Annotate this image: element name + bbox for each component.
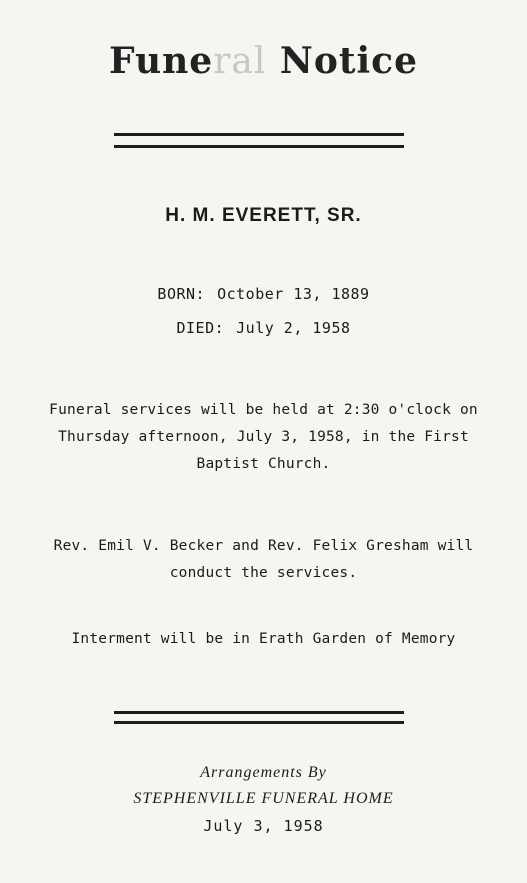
died-date: July 2, 1958 — [236, 319, 351, 337]
bottom-rule-lower — [114, 721, 404, 724]
footer-date: July 3, 1958 — [203, 817, 324, 835]
born-label: BORN: — [157, 285, 206, 303]
born-date: October 13, 1889 — [217, 285, 370, 303]
arrangements-label: Arrangements By — [200, 764, 327, 781]
died-line — [0, 319, 527, 337]
deceased-name: H. M. EVERETT, SR. — [165, 205, 362, 226]
title-part-1: Fune — [109, 40, 214, 82]
services-paragraph: Funeral services will be held at 2:30 o'clock on Thursday afternoon, July 3, 1958, in the First Baptist Church. — [49, 402, 478, 472]
title-part-2: Notice — [266, 40, 418, 82]
notice-title — [0, 40, 527, 82]
top-rule-upper — [114, 133, 404, 136]
title-faded-part: ral — [213, 41, 267, 82]
funeral-home-name: STEPHENVILLE FUNERAL HOME — [133, 790, 394, 807]
bottom-rule-upper — [114, 711, 404, 714]
born-line — [0, 285, 527, 303]
died-label: DIED: — [176, 319, 225, 337]
top-rule-lower — [114, 145, 404, 148]
officiants-paragraph: Rev. Emil V. Becker and Rev. Felix Gresham will conduct the services. — [53, 538, 474, 581]
interment-paragraph: Interment will be in Erath Garden of Memory — [71, 631, 456, 647]
